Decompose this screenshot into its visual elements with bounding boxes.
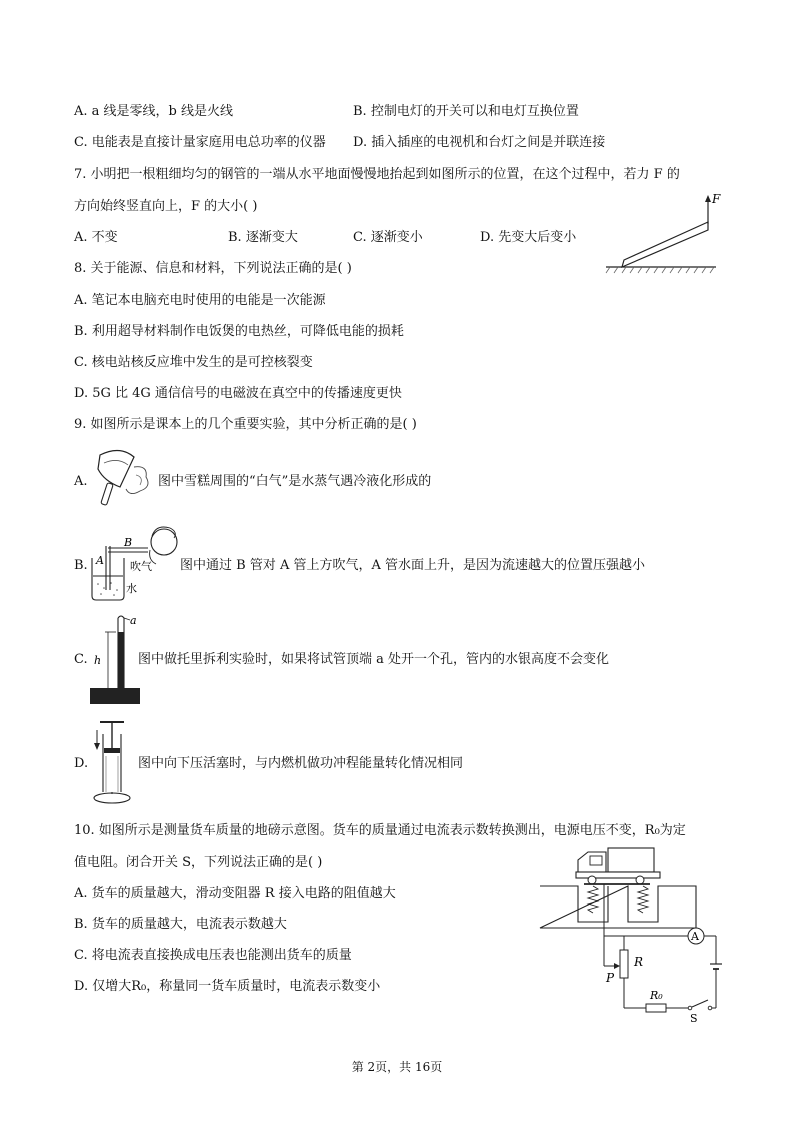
- q10-stem-line1: 10. 如图所示是测量货车质量的地磅示意图。货车的质量通过电流表示数转换测出，电源电压不变，R₀为定: [74, 823, 686, 838]
- q8-option-a: A. 笔记本电脑充电时使用的电能是一次能源: [74, 293, 326, 308]
- q7-option-a: A. 不变: [74, 230, 118, 245]
- q9-tube-top-label: a: [130, 614, 137, 627]
- q9-option-c-label: C.: [74, 652, 88, 667]
- q9-blow-tube-figure: [86, 520, 186, 604]
- q8-stem: 8. 关于能源、信息和材料，下列说法正确的是( ): [74, 261, 352, 276]
- q9-option-a-label: A.: [74, 474, 88, 489]
- q9-option-b-text: 图中通过 B 管对 A 管上方吹气，A 管水面上升，是因为流速越大的位置压强越小: [180, 558, 645, 573]
- q7-stem-line2: 方向始终竖直向上，F 的大小( ): [74, 199, 258, 214]
- q9-tube-a-label: A: [96, 554, 104, 567]
- q10-option-c: C. 将电流表直接换成电压表也能测出货车的质量: [74, 948, 352, 963]
- q9-water-label: 水: [126, 582, 137, 595]
- q10-weighbridge-circuit-figure: [538, 842, 748, 1025]
- q7-option-d: D. 先变大后变小: [480, 230, 577, 245]
- q7-option-c: C. 逐渐变小: [353, 230, 423, 245]
- q8-option-b: B. 利用超导材料制作电饭煲的电热丝，可降低电能的损耗: [74, 324, 404, 339]
- q6-option-a: A. a 线是零线，b 线是火线: [74, 104, 233, 119]
- q8-option-d: D. 5G 比 4G 通信信号的电磁波在真空中的传播速度更快: [74, 386, 402, 401]
- q9-torricelli-figure: [88, 612, 144, 708]
- q10-option-b: B. 货车的质量越大，电流表示数越大: [74, 917, 287, 932]
- q9-option-c-text: 图中做托里拆利实验时，如果将试管顶端 a 处开一个孔，管内的水银高度不会变化: [138, 652, 610, 667]
- q6-option-d: D. 插入插座的电视机和台灯之间是并联连接: [353, 135, 606, 150]
- q7-stem-line1: 7. 小明把一根粗细均匀的钢管的一端从水平地面慢慢地抬起到如图所示的位置，在这个过程中，若力 F 的: [74, 167, 680, 182]
- q9-stem: 9. 如图所示是课本上的几个重要实验，其中分析正确的是( ): [74, 417, 417, 432]
- q7-force-label: F: [712, 192, 721, 206]
- page-footer: 第 2页，共 16页: [351, 1060, 443, 1074]
- q10-slider-label: P: [606, 971, 615, 985]
- q10-option-a: A. 货车的质量越大，滑动变阻器 R 接入电路的阻值越大: [74, 886, 396, 901]
- q7-steel-pipe-figure: [600, 190, 720, 275]
- q7-option-b: B. 逐渐变大: [228, 230, 298, 245]
- q10-rheostat-label: R: [634, 955, 644, 969]
- q10-r0-label: R₀: [650, 989, 663, 1002]
- q9-option-b-label: B.: [74, 558, 88, 573]
- q9-piston-figure: [88, 716, 136, 808]
- q9-height-label: h: [94, 654, 102, 667]
- q9-option-a-text: 图中雪糕周围的“白气”是水蒸气遇冷液化形成的: [158, 474, 432, 489]
- q9-tube-b-label: B: [124, 536, 133, 549]
- q8-option-c: C. 核电站核反应堆中发生的是可控核裂变: [74, 355, 313, 370]
- q9-popsicle-figure: [90, 447, 156, 509]
- q10-switch-label: S: [690, 1012, 698, 1025]
- q9-blow-label: 吹气: [130, 560, 152, 573]
- q10-stem-line2: 值电阻。闭合开关 S，下列说法正确的是( ): [74, 855, 323, 870]
- q6-option-c: C. 电能表是直接计量家庭用电总功率的仪器: [74, 135, 326, 150]
- q10-ammeter-label: A: [691, 930, 699, 943]
- q9-option-d-text: 图中向下压活塞时，与内燃机做功冲程能量转化情况相同: [138, 756, 464, 771]
- q6-option-b: B. 控制电灯的开关可以和电灯互换位置: [353, 104, 579, 119]
- q9-option-d-label: D.: [74, 756, 89, 771]
- q10-option-d: D. 仅增大R₀，称量同一货车质量时，电流表示数变小: [74, 979, 381, 994]
